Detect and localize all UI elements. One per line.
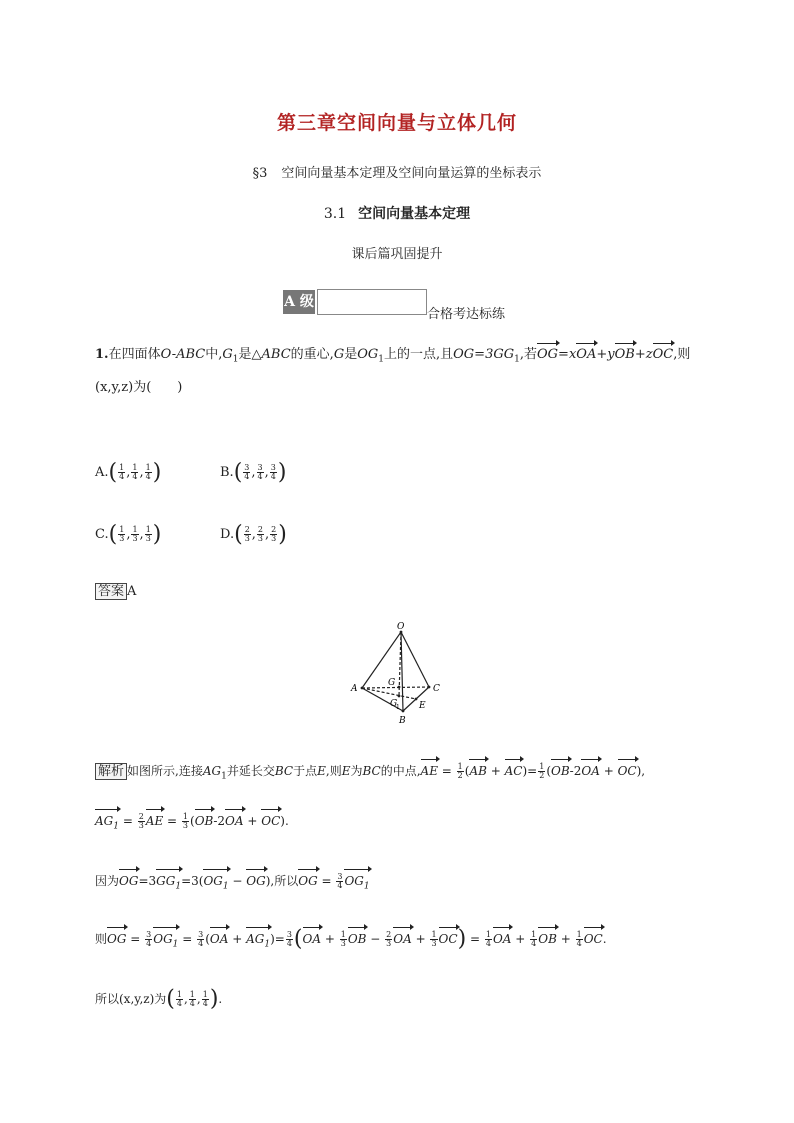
answer-line [95,580,136,599]
sol-var: E [341,764,351,778]
option-d: D.( $\frac{2}{3}$ , $\frac{2}{3}$ , $\frac{2}{3}$ ) [220,522,287,547]
sol-text: 于点 [293,764,318,778]
label-o: O [397,622,405,632]
question-line-1: 1.在四面体O-ABC中$,G_1$是△ABC的重心,G是$OG_1$上的一点,且$OG=3GG_1$,若OG=xOA+yOB+zOC,则 [95,347,691,365]
sol-text: 所以 [274,874,299,888]
solution-line-5: 所以(x,y,z)为( $\frac{1}{4}$ , $\frac{1}{4}$ , $\frac{1}{4}$ ). [95,986,223,1012]
q-var-g: G [333,347,345,362]
q-text: (x,y,z)为( [95,379,152,395]
option-label: C. [95,527,109,542]
sol-var: AG [202,764,222,778]
q-triangle: △ABC [251,347,291,362]
sol-text: 的中点, [380,764,421,778]
tetrahedron-figure [340,620,450,730]
sol-text: 则 [95,932,108,946]
label-e: E [419,701,426,711]
q-text: 是 [344,347,358,362]
sol-var: E [317,764,326,778]
level-badge: A 级 [283,290,315,314]
label-c: C [433,684,440,694]
sol-text: 所以(x,y,z)为 [95,992,167,1006]
option-c: C.( $\frac{1}{3}$ , $\frac{1}{3}$ , $\frac{1}{3}$ ) [95,522,162,547]
sol-text: 如图所示,连接 [127,764,203,778]
option-a: A.( $\frac{1}{4}$ , $\frac{1}{4}$ , $\frac{1}{4}$ ) [95,460,162,485]
option-b: B.( $\frac{3}{4}$ , $\frac{3}{4}$ , $\frac{3}{4}$ ) [220,460,287,485]
q-text: 中, [205,347,223,362]
question-line-2 [95,379,695,397]
solution-line-3: 因为$OG=3GG_1=3(OG_1 - OG)$,所以OG = $\frac{3}{4}$ $OG_1$ [95,872,370,895]
q-text: 是 [238,347,252,362]
q-text: ,若 [519,347,537,362]
section-title: 空间向量基本定理及空间向量运算的坐标表示 [281,166,542,181]
label-a: A [351,684,358,694]
section-number: §3 [252,166,268,181]
question-1 [95,346,695,397]
label-g1-subscript: 1 [396,704,400,711]
q-text: 在四面体 [108,347,161,362]
q-text: ) [177,379,183,395]
q-text: 上的一点,且 [384,347,454,362]
subsection-number: 3.1 [323,206,347,222]
solution-line-1: 解析 如图所示,连接$AG_1$并延长交BC于点E,则E为BC的中点,AE = $\frac{1}{2}$ (AB + AC)= $\frac{1}{2}$ (OB-2OA + OC), [95,762,705,785]
solution-tag: 解析 [95,763,127,780]
q-tetrahedron: O-ABC [160,347,206,362]
subsection-title: 空间向量基本定理 [358,206,471,222]
q-var-g1: G [222,347,233,362]
practice-title: 课后篇巩固提升 [351,247,443,262]
sol-text: 并延长交 [226,764,275,778]
chapter-title: 第三章空间向量与立体几何 [276,112,517,134]
q-equation: OG=3GG [453,347,515,362]
sol-text: 为 [350,764,363,778]
level-description: 合格考达标练 [427,307,506,322]
label-b: B [399,716,406,726]
q-text: 的重心, [290,347,334,362]
solution-line-4: 则OG = $\frac{3}{4}$ $OG_1$ = $\frac{3}{4}$ $(OA + AG_1)=$ $\frac{3}{4}$ (OA + $\frac{1}{3}$ OB − $\frac{2}{3}$ OA + $\frac{1}{3}$ OC) = $\frac{1}{4}$ OA + $\frac{1}{4}$ OB + $\frac{1}{4}$ OC. [95,926,607,952]
section-heading [0,162,794,181]
q-segment-og1: OG [357,347,379,362]
sol-var: BC [274,764,294,778]
sol-text: ,则 [325,764,342,778]
question-number: 1. [95,347,109,362]
subsection-heading [0,203,794,223]
option-label: D. [220,527,235,542]
answer-value: A [127,584,137,599]
label-g: G [388,678,396,688]
answer-tag: 答案 [95,583,127,600]
option-label: A. [95,465,109,480]
level-blank-box [317,289,427,315]
sol-text: 因为 [95,874,120,888]
option-label: B. [220,465,234,480]
label-g1: G [390,699,398,709]
solution-line-2: $AG_1$ = $\frac{2}{3}$ AE = $\frac{1}{3}$ (OB-2OA + OC). [95,812,289,835]
sol-var: BC [362,764,381,778]
